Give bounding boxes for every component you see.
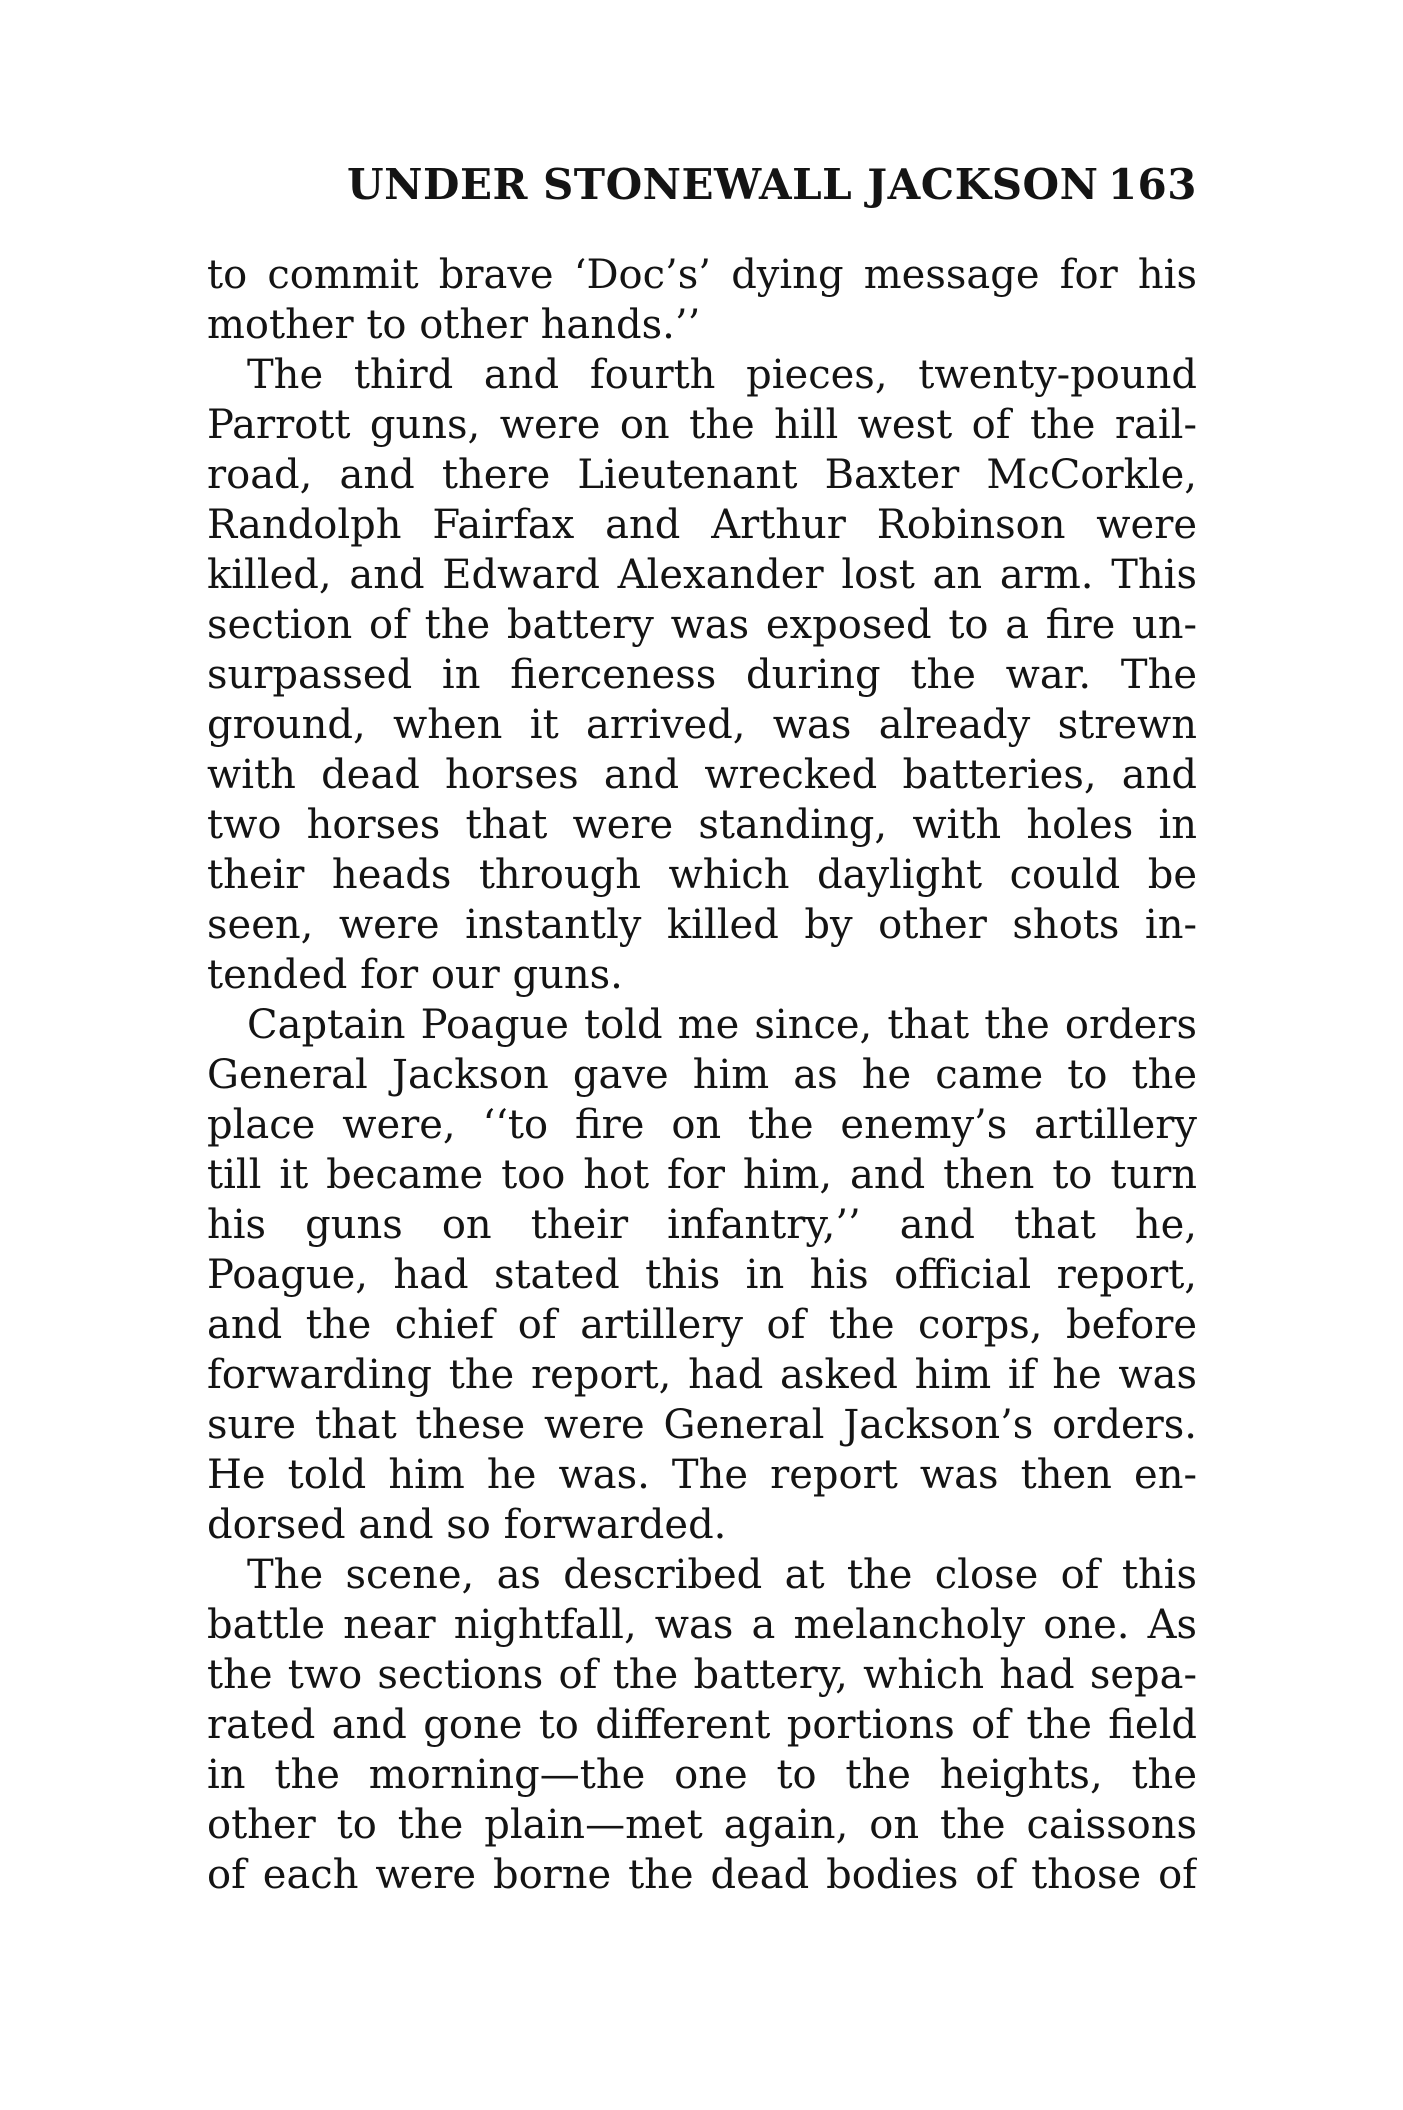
text-line: other to the plain—met again, on the caissons (207, 1802, 1197, 1848)
text-line: rated and gone to different portions of the field (207, 1702, 1197, 1748)
text-line: battle near nightfall, was a melancholy one. As (207, 1602, 1197, 1648)
text-line: dorsed and so forwarded. (207, 1502, 727, 1548)
page-number: 163 (1107, 160, 1197, 209)
text-line: Captain Poague told me since, that the orders (247, 1002, 1197, 1048)
paragraph (207, 350, 1197, 1000)
text-line: place were, ‘‘to fire on the enemy’s artillery (207, 1102, 1197, 1148)
text-line: He told him he was. The report was then en- (207, 1452, 1197, 1498)
running-head (207, 160, 1197, 220)
text-line: two horses that were standing, with holes in (207, 802, 1197, 848)
text-line: killed, and Edward Alexander lost an arm. This (207, 552, 1197, 598)
body-text (207, 250, 1197, 1900)
text-line: General Jackson gave him as he came to the (207, 1052, 1197, 1098)
text-line: surpassed in fierceness during the war. The (207, 652, 1197, 698)
paragraph (207, 1000, 1197, 1550)
text-line: tended for our guns. (207, 952, 623, 998)
text-line: and the chief of artillery of the corps, before (207, 1302, 1197, 1348)
text-line: Parrott guns, were on the hill west of the rail- (207, 402, 1197, 448)
text-line: his guns on their infantry,’’ and that he, (207, 1202, 1197, 1248)
text-line: sure that these were General Jackson’s orders. (207, 1402, 1197, 1448)
text-line: the two sections of the battery, which had sepa- (207, 1652, 1197, 1698)
paragraph (207, 1550, 1197, 1900)
running-title: UNDER STONEWALL JACKSON (347, 160, 1099, 209)
text-line: mother to other hands.’’ (207, 302, 701, 348)
text-line: section of the battery was exposed to a fire un- (207, 602, 1197, 648)
text-line: seen, were instantly killed by other shots in- (207, 902, 1197, 948)
text-line: forwarding the report, had asked him if he was (207, 1352, 1197, 1398)
text-line: ground, when it arrived, was already strewn (207, 702, 1197, 748)
text-line: their heads through which daylight could be (207, 852, 1197, 898)
text-line: with dead horses and wrecked batteries, and (207, 752, 1197, 798)
text-line: to commit brave ‘Doc’s’ dying message for his (207, 252, 1197, 298)
text-line: road, and there Lieutenant Baxter McCorkle, (207, 452, 1197, 498)
paragraph (207, 250, 1197, 350)
text-line: Randolph Fairfax and Arthur Robinson were (207, 502, 1197, 548)
text-line: in the morning—the one to the heights, the (207, 1752, 1197, 1798)
text-line: The scene, as described at the close of this (247, 1552, 1197, 1598)
text-line: of each were borne the dead bodies of those of (207, 1852, 1197, 1898)
text-line: Poague, had stated this in his official report, (207, 1252, 1197, 1298)
text-line: till it became too hot for him, and then to turn (207, 1152, 1197, 1198)
text-line: The third and fourth pieces, twenty-pound (247, 352, 1197, 398)
